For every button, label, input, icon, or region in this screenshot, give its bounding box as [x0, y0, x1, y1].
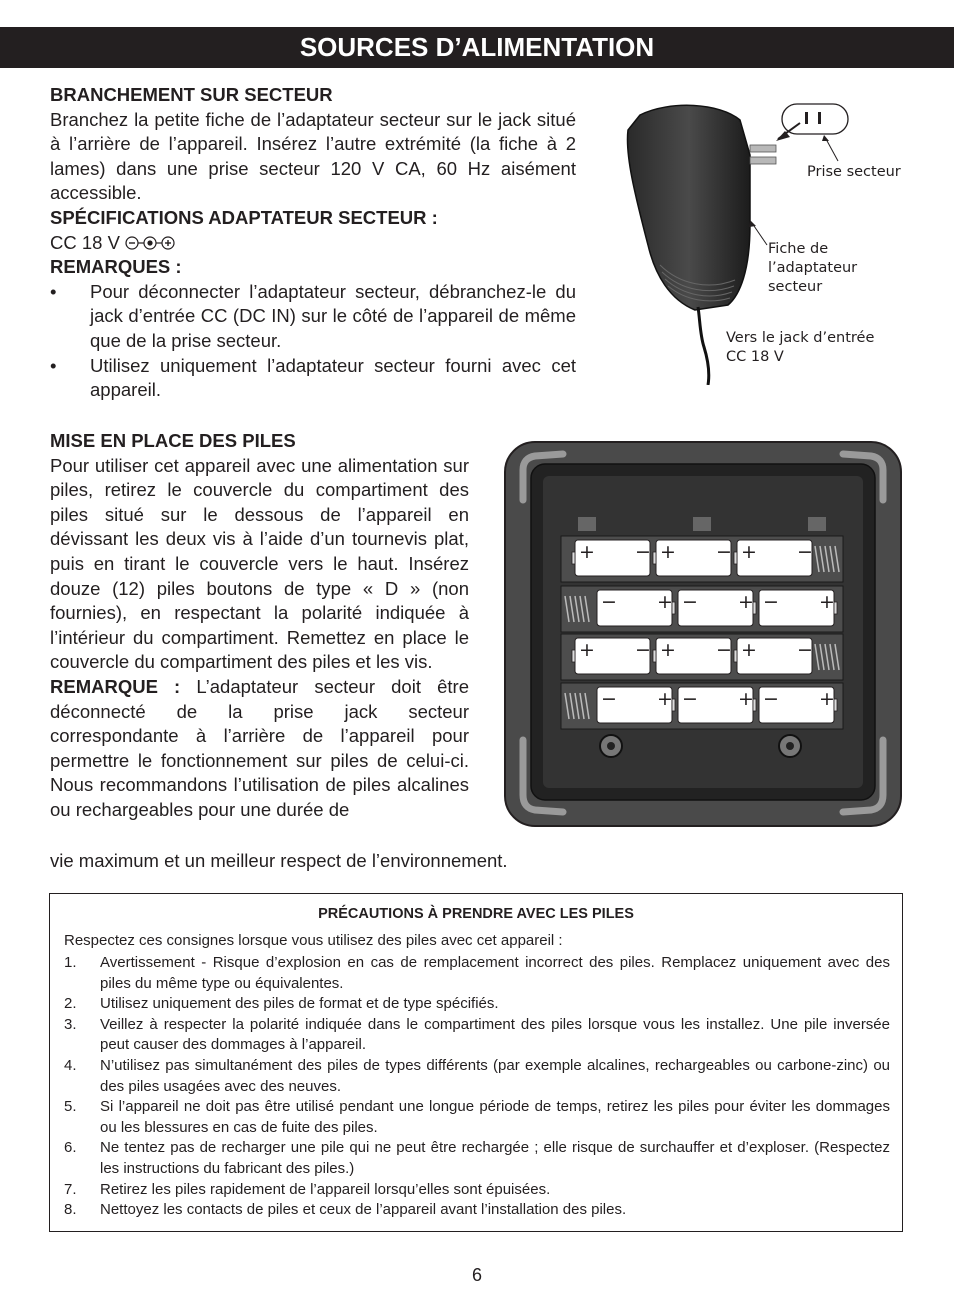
battery-terminal [653, 650, 656, 662]
remark-label: REMARQUE : [50, 675, 181, 697]
battery-paragraph: Pour utiliser cet appareil avec une alimentation sur piles, retirez le couvercle du compartiment des piles situé sur le dessous de l’appareil en dévissant les deux vis à l’aide d’un tournevis plat, puis en tirant le couvercle vers le haut. Insérez douze (12) piles boutons de type « D » (non fournies), en respectant la polarité indiquée à l’intérieur du compartiment. Remettez en place le couvercle du compartiment des piles et les vis. [50, 454, 469, 673]
precaution-text: N’utilisez pas simultanément des piles de types différents (par exemple alcalines, rechargeables ou carbone-zinc) ou des piles usagées avec des neuves. [100, 1056, 890, 1095]
plus-mark: + [660, 541, 676, 563]
bullet-mark: • [50, 354, 57, 376]
plus-mark: + [741, 541, 757, 563]
note-item [50, 354, 576, 403]
precaution-item [64, 1056, 890, 1097]
battery-heading: MISE EN PLACE DES PILES [50, 430, 296, 451]
bullet-mark: • [50, 280, 57, 302]
battery-terminal [572, 552, 575, 564]
precaution-item [64, 1097, 890, 1138]
remark-last-line: vie maximum et un meilleur respect de l’environnement. [50, 850, 508, 871]
minus-mark: − [635, 639, 651, 661]
plus-mark: + [657, 688, 673, 710]
label-jack [726, 329, 874, 367]
spec-line [50, 231, 576, 256]
precaution-text: Retirez les piles rapidement de l’appareil lorsqu’elles sont épuisées. [100, 1180, 551, 1198]
precaution-number: 2. [64, 995, 77, 1013]
minus-mark: − [797, 541, 813, 563]
plus-mark: + [579, 639, 595, 661]
label-plug-line: secteur [768, 279, 823, 295]
outlet-pointer [826, 139, 838, 161]
plus-mark: + [738, 591, 754, 613]
battery-section [50, 429, 469, 823]
battery-rows [561, 536, 843, 729]
label-plug [768, 240, 857, 297]
plus-mark: + [738, 688, 754, 710]
precaution-text: Si l’appareil ne doit pas être utilisé pendant une longue période de temps, retirez les piles pour éviter les dommages ou les blessures en cas de fuite des piles. [100, 1098, 890, 1136]
plug-pointer-head [749, 220, 756, 227]
page-title-bar [0, 27, 954, 68]
precaution-item [64, 1015, 890, 1056]
notes-heading: REMARQUES : [50, 256, 182, 278]
minus-mark: − [763, 591, 779, 613]
precaution-item [64, 1200, 890, 1221]
note-text: Utilisez uniquement l’adaptateur secteur fourni avec cet appareil. [90, 354, 576, 401]
page-title: SOURCES D’ALIMENTATION [299, 32, 655, 62]
minus-mark: − [635, 541, 651, 563]
plus-mark: + [657, 591, 673, 613]
ac-section [50, 83, 576, 403]
battery-terminal [572, 650, 575, 662]
minus-mark: − [601, 688, 617, 710]
minus-mark: − [797, 639, 813, 661]
precaution-text: Veillez à respecter la polarité indiquée dans le compartiment des piles lorsque vous les installez. Une pile inversée peut causer des dommages à l’appareil. [100, 1015, 890, 1054]
ac-heading: BRANCHEMENT SUR SECTEUR [50, 84, 333, 105]
spec-heading: SPÉCIFICATIONS ADAPTATEUR SECTEUR : [50, 206, 438, 228]
note-item [50, 280, 576, 354]
battery-compartment-illustration [503, 440, 903, 830]
page-number: 6 [471, 1265, 482, 1285]
label-plug-line: l’adaptateur [768, 260, 858, 276]
precaution-number: 4. [64, 1056, 77, 1074]
precaution-number: 8. [64, 1201, 77, 1219]
minus-mark: − [716, 639, 732, 661]
precaution-text: Ne tentez pas de recharger une pile qui ne peut être rechargée ; elle risque de surchauffer et d’exploser. (Respectez les instructions du fabricant des piles.) [100, 1139, 890, 1177]
precautions-intro: Respectez ces consignes lorsque vous utilisez des piles avec cet appareil : [64, 932, 563, 949]
precaution-number: 1. [64, 954, 77, 971]
precautions-box [49, 893, 903, 1232]
minus-mark: − [763, 688, 779, 710]
battery-terminal [734, 552, 737, 564]
minus-mark: − [716, 541, 732, 563]
precaution-text: Avertissement - Risque d’explosion en cas de remplacement incorrect des piles. Remplacez uniquement avec des piles du même type ou équivalentes. [100, 954, 890, 992]
label-jack-line: CC 18 V [726, 349, 784, 365]
label-outlet: Prise secteur [807, 164, 901, 180]
label-plug-line: Fiche de [768, 241, 829, 257]
plus-mark: + [660, 639, 676, 661]
outlet-pointer-head [822, 135, 829, 141]
minus-mark: − [682, 591, 698, 613]
minus-mark: − [601, 591, 617, 613]
dc-polarity-icon [125, 235, 177, 251]
battery-terminal [734, 650, 737, 662]
precaution-text: Nettoyez les contacts de piles et ceux de l’appareil avant l’installation des piles. [100, 1201, 627, 1219]
precaution-item [64, 1180, 890, 1201]
label-jack-line: Vers le jack d’entrée [726, 330, 875, 346]
battery-remark [50, 675, 469, 823]
precaution-number: 6. [64, 1139, 77, 1157]
spec-value: CC 18 V [50, 231, 120, 253]
plus-mark: + [579, 541, 595, 563]
precaution-item [64, 1138, 890, 1179]
note-text: Pour déconnecter l’adaptateur secteur, débranchez-le du jack d’entrée CC (DC IN) sur le côté de l’appareil de même que de la prise secteur. [90, 280, 576, 351]
precaution-text: Utilisez uniquement des piles de format et de type spécifiés. [100, 995, 499, 1013]
ac-paragraph: Branchez la petite fiche de l’adaptateur secteur sur le jack situé à l’arrière de l’appareil. Insérez l’autre extrémité (la fiche à 2 lames) dans une prise secteur 120 V CA, 60 Hz aisément accessible. [50, 108, 576, 204]
battery-terminal [653, 552, 656, 564]
plug-pointer [752, 223, 767, 245]
remark-text: L’adaptateur secteur doit être déconnecté de la prise jack secteur correspondante à l’arrière de l’appareil pour permettre le fonctionnement sur piles de celui-ci. Nous recommandons l’utilisation de piles alcalines ou rechargeables pour une durée de [50, 675, 469, 820]
precaution-number: 7. [64, 1180, 77, 1198]
precaution-item [64, 953, 890, 994]
precautions-title: PRÉCAUTIONS À PRENDRE AVEC LES PILES [318, 906, 634, 922]
minus-mark: − [682, 688, 698, 710]
precaution-number: 5. [64, 1098, 77, 1116]
plus-mark: + [819, 591, 835, 613]
precaution-item [64, 994, 890, 1015]
precautions-list [64, 953, 890, 1221]
plus-mark: + [819, 688, 835, 710]
plus-mark: + [741, 639, 757, 661]
precaution-number: 3. [64, 1015, 77, 1033]
